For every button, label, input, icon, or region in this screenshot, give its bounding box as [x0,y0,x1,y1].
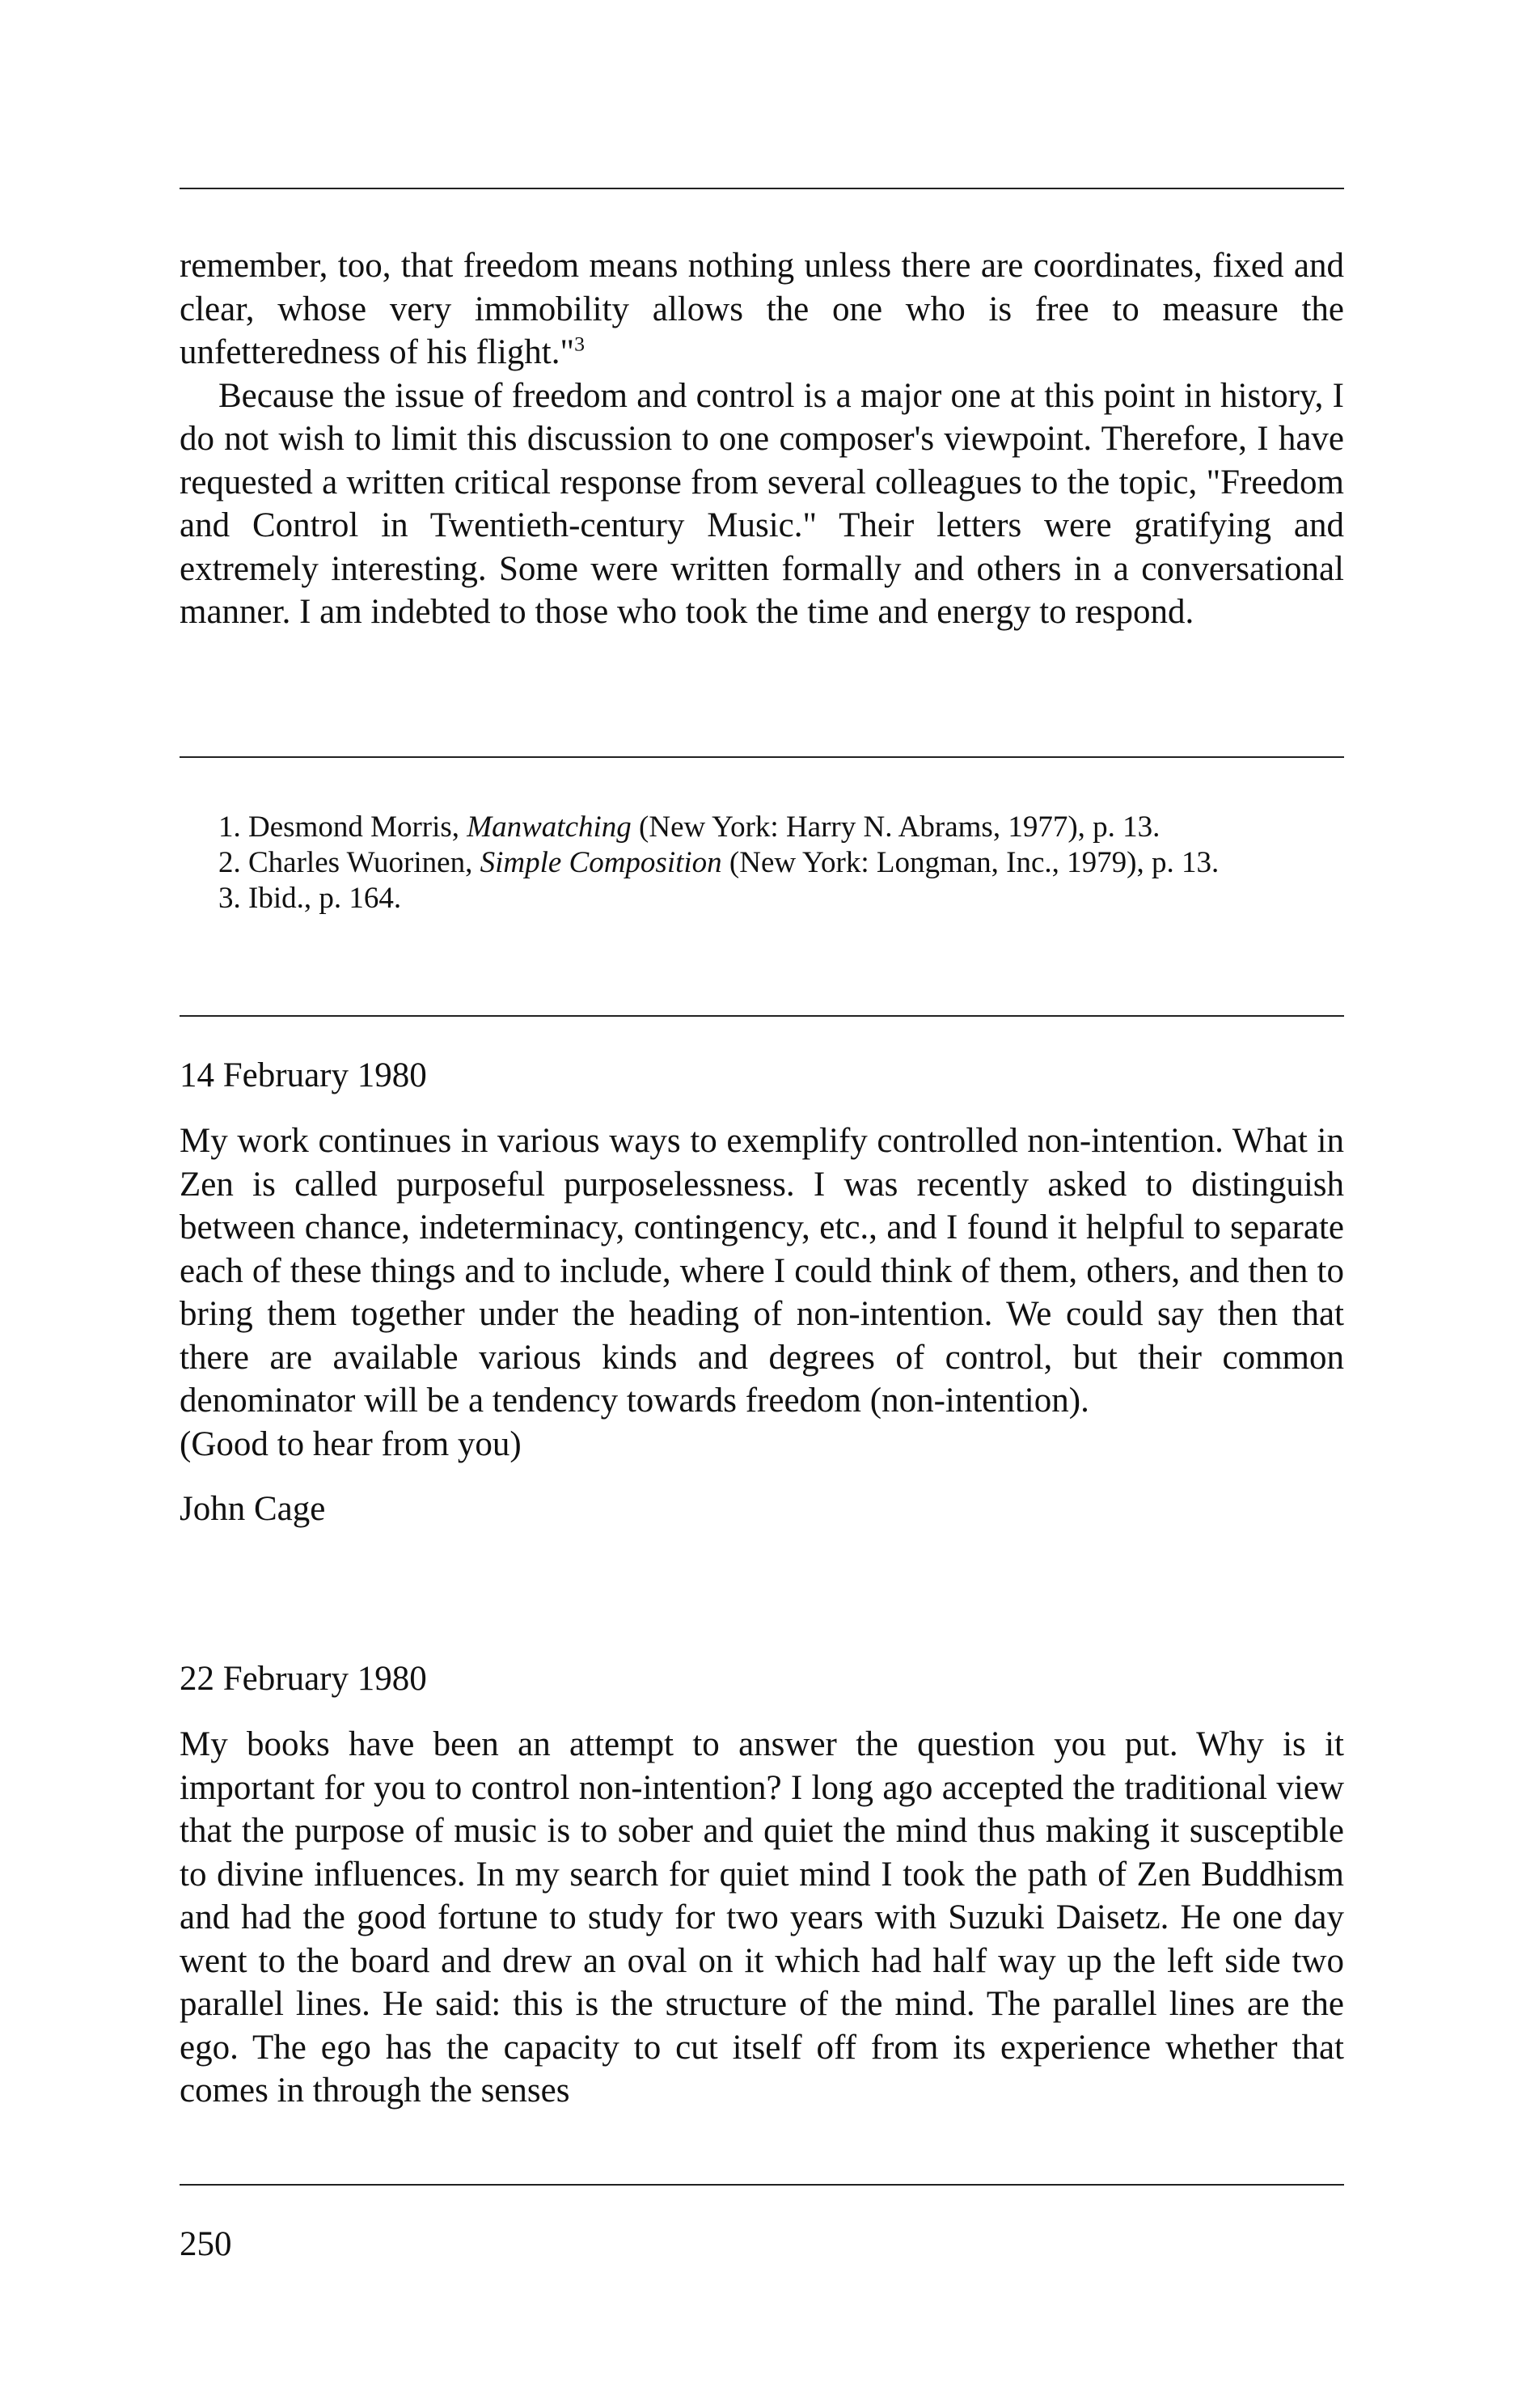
letter-2-body: My books have been an attempt to answer the question you put. Why is it important for you to control non-intention? I long ago accepted the traditional view that the purpose of music is to sober and quiet the mind thus making it susceptible to divine influences. In my search for quiet mind I took the path of Zen Buddhism and had the good fortune to study for two years with Suzuki Daisetz. He one day went to the board and drew an oval on it which had half way up the left side two parallel lines. He said: this is the structure of the mind. The parallel lines are the ego. The ego has the capacity to cut itself off from its experience whether that comes in through the senses [180,1725,1344,2110]
letter-1 [180,1054,1344,1530]
footnote-3 [180,881,1344,916]
letter-2 [180,1657,1344,2113]
footnote-1-details: (New York: Harry N. Abrams, 1977), p. 13. [639,810,1161,844]
footnote-3-number: 3. [218,882,241,915]
section-rule [180,1015,1344,1017]
letter-1-body: My work continues in various ways to exemplify controlled non-intention. What in Zen is called purposeful purposelessness. I was recently asked to distinguish between chance, indeterminacy, contingency, etc., and I found it helpful to separate each of these things and to include, where I could think of them, others, and then to bring them together under the heading of non-intention. We could say then that there are available various kinds and degrees of control, but their common denominator will be a tendency towards freedom (non-intention). [180,1122,1344,1420]
letter-2-date: 22 February 1980 [180,1660,427,1698]
footnote-2 [180,845,1344,881]
letter-1-date: 14 February 1980 [180,1056,427,1094]
page-number: 250 [180,2225,232,2263]
header-rule [180,188,1344,189]
footnote-3-details: Ibid., p. 164. [248,882,402,915]
opening-paragraph-continued [180,244,1344,375]
footnote-2-author: Charles Wuorinen, [248,846,473,879]
footnote-1-title: Manwatching [467,810,632,844]
footnote-2-title: Simple Composition [480,846,722,879]
footnote-rule [180,756,1344,758]
letter-1-closing: (Good to hear from you) [180,1424,522,1463]
footer-rule [180,2184,1344,2186]
footnote-ref-3: 3 [574,332,585,356]
footnote-1-number: 1. [218,810,241,844]
footnote-2-number: 2. [218,846,241,879]
opening-text [180,244,1344,634]
letter-1-signature: John Cage [180,1490,326,1528]
opening-paragraph-text: remember, too, that freedom means nothing unless there are coordinates, fixed and clear, whose very immobility allows the one who is free to measure the unfetteredness of his flight." [180,247,1344,371]
footnote-1-author: Desmond Morris, [248,810,460,844]
footnotes [180,810,1344,916]
footnote-1 [180,810,1344,845]
footnote-2-details: (New York: Longman, Inc., 1979), p. 13. [729,846,1220,879]
opening-paragraph-2: Because the issue of freedom and control is a major one at this point in history, I do not wish to limit this discussion to one composer's viewpoint. Therefore, I have requested a written critical response from several colleagues to the topic, "Freedom and Control in Twentieth-century Music." Their letters were gratifying and extremely interesting. Some were written formally and others in a conversational manner. I am indebted to those who took the time and energy to respond. [180,376,1344,631]
